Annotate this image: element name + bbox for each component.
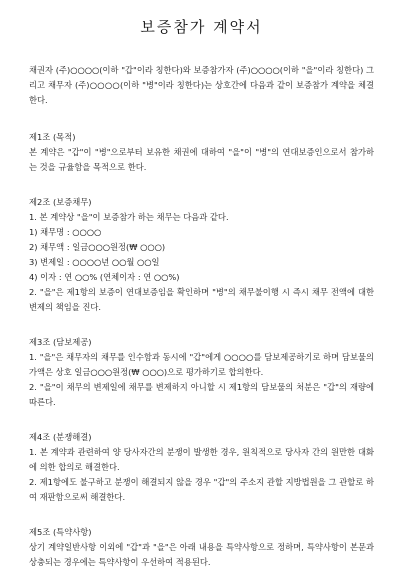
article-line: 2. "을"이 채무의 변제일에 채무를 변제하지 아니할 시 제1항의 담보물의 처분은 "갑"의 재량에 따른다. xyxy=(29,382,374,407)
article-heading: 제1조 (목적) xyxy=(29,132,76,142)
article-5 xyxy=(29,525,374,570)
article-line: 본 계약은 "갑"이 "병"으로부터 보유한 채권에 대하여 "을"이 "병"의 연대보증인으로서 참가하는 것을 규율함을 목적으로 한다. xyxy=(29,147,374,172)
intro-paragraph: 채권자 (주)○○○○(이하 "갑"이라 칭한다)와 보증참가자 (주)○○○○(이하 "을"이라 칭한다) 그리고 채무자 (주)○○○○(이하 "병"이라 칭한다)는 상호간에 다음과 같이 보증참가 계약을 체결한다. xyxy=(29,65,374,105)
article-line: 4) 이자 : 연 ○○% (연체이자 : 연 ○○%) xyxy=(29,272,180,282)
article-line: 2) 채무액 : 일금○○○원정(₩ ○○○) xyxy=(29,242,166,252)
article-1 xyxy=(29,130,374,175)
article-line: 3) 변제일 : ○○○○년 ○○월 ○○일 xyxy=(29,257,160,267)
article-line: 1. 본 계약상 "을"이 보증참가 하는 채무는 다음과 같다. xyxy=(29,212,229,222)
article-4 xyxy=(29,430,374,505)
article-line: 2. "을"은 제1항의 보증이 연대보증임을 확인하며 "병"의 채무불이행 시 즉시 채무 전액에 대한 변제의 책임을 진다. xyxy=(29,287,374,312)
article-heading: 제2조 (보증채무) xyxy=(29,197,92,207)
document-title: 보증참가 계약서 xyxy=(140,18,263,36)
article-3 xyxy=(29,335,374,410)
article-line: 2. 제1항에도 불구하고 분쟁이 해결되지 않을 경우 "갑"의 주소지 관할 지방법원을 그 관할로 하여 재판함으로써 해결한다. xyxy=(29,477,374,502)
article-heading: 제4조 (분쟁해결) xyxy=(29,432,92,442)
article-heading: 제3조 (담보제공) xyxy=(29,337,92,347)
article-line: 1) 채무명 : ○○○○ xyxy=(29,227,102,237)
article-heading: 제5조 (특약사항) xyxy=(29,527,92,537)
article-line: 상기 계약일반사항 이외에 "갑"과 "을"은 아래 내용을 특약사항으로 정하며, 특약사항이 본문과 상충되는 경우에는 특약사항이 우선하여 적용된다. xyxy=(29,542,374,567)
article-2 xyxy=(29,195,374,315)
article-line: 1. "을"은 채무자의 채무를 인수함과 동시에 "갑"에게 ○○○○를 담보제공하기로 하며 담보물의 가액은 상호 일금○○○원정(₩ ○○○)으로 평가하기로 합의한다. xyxy=(29,352,374,377)
article-line: 1. 본 계약과 관련하여 양 당사자간의 분쟁이 발생한 경우, 원칙적으로 당사자 간의 원만한 대화에 의한 합의로 해결한다. xyxy=(29,447,374,472)
